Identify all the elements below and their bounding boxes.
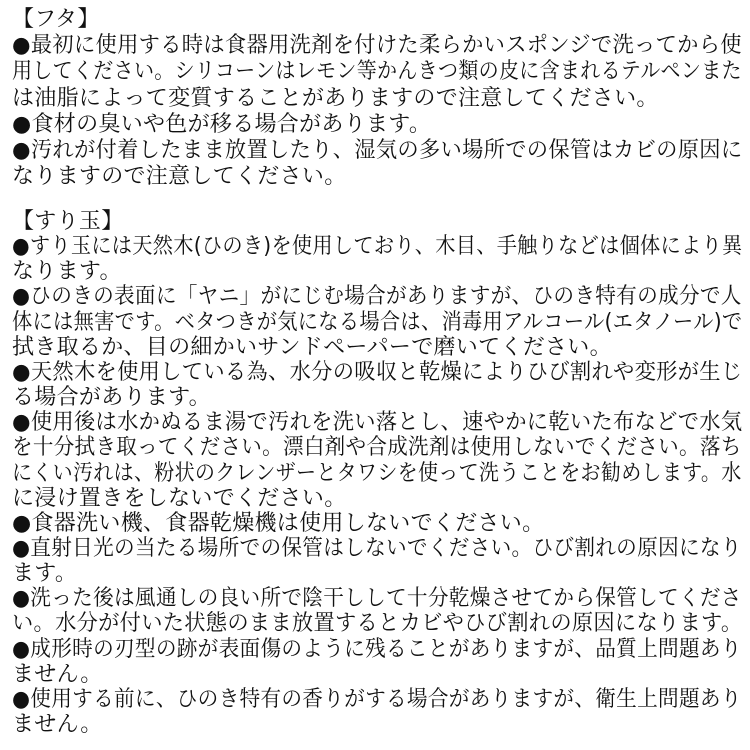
instruction-line: 拭き取るか、目の細かいサンドペーパーで磨いてください。 (12, 334, 612, 360)
instruction-line: ません。 (12, 661, 103, 687)
instruction-line: ●食材の臭いや色が移る場合があります。 (12, 111, 432, 137)
instruction-line: ●洗った後は風通しの良い所で陰干しして十分乾燥させてから保管してくださ (12, 586, 742, 612)
instruction-line: にくい汚れは、粉状のクレンザーとタワシを使って洗うことをお勧めします。水 (12, 460, 742, 486)
instruction-line: ●成形時の刃型の跡が表面傷のように残ることがありますが、品質上問題あり (12, 636, 742, 662)
instruction-line: を十分拭き取ってください。漂白剤や合成洗剤は使用しないでください。落ち (12, 435, 742, 461)
instruction-line: なりますので注意してください。 (12, 164, 347, 190)
instruction-line: は油脂によって変質することがありますので注意してください。 (12, 85, 659, 111)
instruction-line: に浸け置きをしないでください。 (12, 485, 347, 511)
section-title: 【すり玉】 (12, 209, 124, 234)
instruction-line: い。水分が付いた状態のまま放置するとカビやひび割れの原因になります。 (12, 611, 743, 637)
instruction-line: ●食器洗い機、食器乾燥機は使用しないでください。 (12, 510, 545, 536)
instruction-line: る場合があります。 (12, 385, 211, 411)
instruction-line: なります。 (12, 259, 122, 285)
instruction-line: ●使用する前に、ひのき特有の香りがする場合がありますが、衛生上問題あり (12, 686, 742, 712)
instruction-line: ●最初に使用する時は食器用洗剤を付けた柔らかいスポンジで洗ってから使 (12, 33, 742, 59)
section-title: 【フタ】 (12, 7, 100, 32)
instruction-line: ●ひのきの表面に「ヤニ」がにじむ場合がありますが、ひのき特有の成分で人 (12, 284, 742, 310)
instruction-line: ●使用後は水かぬるま湯で汚れを洗い落とし、速やかに乾いた布などで水気 (12, 410, 743, 436)
instruction-line: ●汚れが付着したまま放置したり、湿気の多い場所での保管はカビの原因に (12, 138, 743, 163)
instruction-line: ●直射日光の当たる場所での保管はしないでください。ひび割れの原因になり (12, 535, 742, 561)
instruction-line: 用してください。シリコーンはレモン等かんきつ類の皮に含まれるテルペンまた (12, 59, 742, 85)
instruction-line: ●天然木を使用している為、水分の吸収と乾燥によりひび割れや変形が生じ (12, 359, 743, 385)
instruction-line: ます。 (12, 561, 78, 587)
instruction-line: ません。 (12, 712, 103, 737)
instruction-line: 体には無害です。ベタつきが気になる場合は、消毒用アルコール(エタノール)で (12, 309, 743, 335)
instruction-line: ●すり玉には天然木(ひのき)を使用しており、木目、手触りなどは個体により異 (12, 234, 743, 260)
